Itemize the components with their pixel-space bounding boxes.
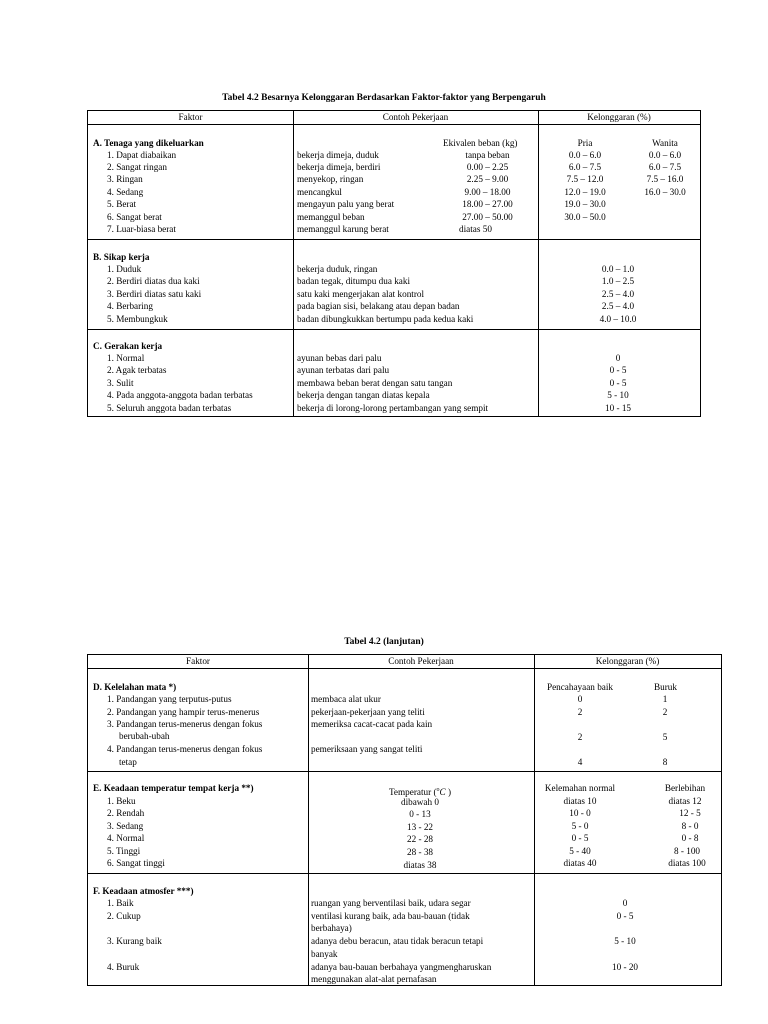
table1-header-contoh: Contoh Pekerjaan	[382, 112, 449, 122]
list-item: 2. Agak terbatas	[107, 365, 167, 375]
list-item: diatas 12	[668, 796, 702, 806]
list-item: 0.0 – 6.0	[648, 150, 682, 160]
section-d-buruk-header: Buruk	[654, 682, 677, 692]
list-item: 3. Sulit	[107, 378, 134, 388]
list-item: diatas 10	[563, 796, 597, 806]
list-item: pekerjaan-pekerjaan yang teliti	[311, 707, 425, 717]
list-item: 4	[577, 757, 583, 767]
list-item: memeriksa cacat-cacat pada kain	[311, 719, 433, 729]
list-item: 4.0 – 10.0	[599, 314, 637, 324]
list-item: 13 - 22	[406, 822, 434, 832]
list-item: ayunan terbatas dari palu	[297, 365, 390, 375]
section-d-title: D. Kelelahan mata *)	[93, 682, 177, 692]
list-item: diatas 100	[668, 858, 706, 868]
list-item: 10 - 20	[611, 962, 639, 972]
list-item: bekerja dimeja, berdiri	[297, 162, 381, 172]
list-item: ruangan yang berventilasi baik, udara segar	[311, 898, 471, 908]
list-item: 2.5 – 4.0	[601, 289, 635, 299]
list-item: 8	[662, 757, 668, 767]
list-item: 6. Sangat tinggi	[107, 858, 165, 868]
list-item: 10 - 0	[569, 808, 591, 818]
list-item: dibawah 0	[400, 797, 439, 807]
list-item: mengayun palu yang berat	[297, 199, 395, 209]
section-c-title: C. Gerakan kerja	[93, 341, 163, 351]
list-item: 22 - 28	[406, 834, 434, 844]
temp-unit: C	[439, 787, 446, 798]
list-item: 9.00 – 18.00	[464, 187, 511, 197]
temp-close: )	[445, 787, 452, 798]
list-item: 12.0 – 19.0	[564, 187, 606, 197]
list-item: diatas 50	[459, 224, 492, 234]
list-item: 2. Cukup	[107, 911, 141, 921]
list-item: 5. Tinggi	[107, 846, 141, 856]
list-item: 2. Pandangan yang hampir terus-menerus	[107, 707, 260, 717]
list-item: 5	[662, 732, 668, 742]
list-item: 0 - 13	[409, 809, 431, 819]
list-item: 0 - 5	[571, 833, 589, 843]
list-item: membaca alat ukur	[311, 694, 381, 704]
list-item: 4. Normal	[107, 833, 145, 843]
section-d-baik-header: Pencahayaan baik	[546, 682, 614, 692]
list-item: 1. Duduk	[107, 264, 142, 274]
table2-header-contoh: Contoh Pekerjaan	[388, 656, 454, 666]
table1-caption: Tabel 4.2 Besarnya Kelonggaran Berdasarkan Faktor-faktor yang Berpengaruh	[222, 93, 546, 103]
list-item: 0 - 5	[609, 378, 627, 388]
list-item: pada bagian sisi, belakang atau depan badan	[297, 301, 460, 311]
list-item: 5 - 0	[571, 821, 589, 831]
list-item: 0 - 5	[609, 365, 627, 375]
list-item: adanya debu beracun, atau tidak beracun tetapi	[311, 936, 484, 946]
list-item: bekerja dimeja, duduk	[297, 150, 379, 160]
list-item: 5. Seluruh anggota badan terbatas	[107, 403, 232, 413]
list-item: 5 - 10	[607, 390, 629, 400]
list-item: 5 - 40	[569, 846, 591, 856]
list-item: 0	[615, 353, 621, 363]
section-a-wanita-header: Wanita	[652, 138, 678, 148]
list-item: 6.0 – 7.5	[568, 162, 602, 172]
list-item: 0 - 8	[681, 833, 699, 843]
list-item: 6. Sangat berat	[107, 212, 162, 222]
list-item: bekerja di lorong-lorong pertambangan yang sempit	[297, 403, 489, 413]
list-item: tanpa beban	[465, 150, 510, 160]
list-item: ayunan bebas dari palu	[297, 353, 382, 363]
list-item: 2	[577, 732, 583, 742]
list-item: 1	[662, 694, 668, 704]
list-item: 30.0 – 50.0	[564, 212, 606, 222]
list-item: 3. Kurang baik	[107, 936, 162, 946]
table1-header-faktor: Faktor	[178, 112, 203, 122]
list-item: 1. Baik	[107, 898, 134, 908]
list-item: 10 - 15	[604, 403, 632, 413]
table2-header-faktor: Faktor	[186, 656, 210, 666]
list-item: badan dibungkukkan bertumpu pada kedua kaki	[297, 314, 474, 324]
list-item: 1. Beku	[107, 796, 136, 806]
list-item: 4. Pandangan terus-menerus dengan fokus	[107, 744, 263, 754]
list-item: 8 - 0	[681, 821, 699, 831]
list-item: 0	[577, 694, 583, 704]
list-item: 2.25 – 9.00	[466, 174, 509, 184]
list-item: mencangkul	[297, 187, 342, 197]
list-item: menyekop, ringan	[297, 174, 364, 184]
list-item: satu kaki mengerjakan alat kontrol	[297, 289, 425, 299]
list-item: menggunakan alat-alat pernafasan	[311, 974, 437, 984]
table2-caption: Tabel 4.2 (lanjutan)	[344, 637, 424, 647]
list-item: 2. Sangat ringan	[107, 162, 167, 172]
list-item: bekerja duduk, ringan	[297, 264, 378, 274]
list-item: 27.00 – 50.00	[462, 212, 513, 222]
temp-unit-sup: o	[436, 787, 440, 793]
list-item: 3. Berdiri diatas satu kaki	[107, 289, 202, 299]
section-f-title: F. Keadaan atmosfer ***)	[93, 886, 194, 896]
list-item: 4. Pada anggota-anggota badan terbatas	[107, 390, 253, 400]
list-item: membawa beban berat dengan satu tangan	[297, 378, 453, 388]
list-item: 1. Pandangan yang terputus-putus	[107, 694, 232, 704]
list-item: 12 - 5	[679, 808, 701, 818]
temp-label: Temperatur (	[388, 787, 437, 798]
list-item: 6.0 – 7.5	[648, 162, 682, 172]
list-item: 5 - 10	[614, 936, 636, 946]
list-item: 3. Sedang	[107, 821, 144, 831]
list-item: 16.0 – 30.0	[644, 187, 686, 197]
list-item: 2	[577, 707, 583, 717]
list-item: 7.5 – 12.0	[566, 174, 604, 184]
list-item: 4. Buruk	[107, 962, 140, 972]
section-e-lebih-header: Berlebihan	[664, 783, 706, 793]
list-item: 1. Dapat diabaikan	[107, 150, 177, 160]
list-item: tetap	[119, 757, 137, 767]
list-item: banyak	[311, 949, 338, 959]
list-item: 3. Ringan	[107, 174, 143, 184]
list-item: 7. Luar-biasa berat	[107, 224, 176, 234]
list-item: 0 - 5	[616, 911, 634, 921]
list-item: berbahaya)	[311, 923, 352, 933]
list-item: pemeriksaan yang sangat teliti	[311, 744, 423, 754]
list-item: 2	[662, 707, 668, 717]
list-item: 2. Rendah	[107, 808, 145, 818]
list-item: diatas 38	[403, 860, 437, 870]
list-item: 2.5 – 4.0	[601, 301, 635, 311]
list-item: bekerja dengan tangan diatas kepala	[297, 390, 430, 400]
list-item: 18.00 – 27.00	[462, 199, 513, 209]
list-item: 4. Berbaring	[107, 301, 153, 311]
table1-header-kelonggaran: Kelonggaran (%)	[587, 112, 651, 122]
list-item: 19.0 – 30.0	[564, 199, 606, 209]
list-item: 8 - 100	[673, 846, 701, 856]
section-a-pria-header: Pria	[577, 138, 593, 148]
list-item: diatas 40	[563, 858, 597, 868]
list-item: adanya bau-bauan berbahaya yangmengharuskan	[311, 962, 492, 972]
list-item: 1. Normal	[107, 353, 145, 363]
list-item: berubah-ubah	[119, 731, 170, 741]
list-item: 3. Pandangan terus-menerus dengan fokus	[107, 719, 263, 729]
list-item: badan tegak, ditumpu dua kaki	[297, 276, 411, 286]
section-e-normal-header: Kelemahan normal	[544, 783, 616, 793]
list-item: memanggul beban	[297, 212, 365, 222]
list-item: ventilasi kurang baik, ada bau-bauan (tidak	[311, 911, 470, 921]
section-e-title: E. Keadaan temperatur tempat kerja **)	[93, 783, 254, 793]
list-item: 5. Berat	[107, 199, 137, 209]
list-item: memanggul karung berat	[297, 224, 389, 234]
list-item: 7.5 – 16.0	[646, 174, 684, 184]
list-item: 4. Sedang	[107, 187, 144, 197]
section-a-title: A. Tenaga yang dikeluarkan	[93, 138, 204, 148]
list-item: 2. Berdiri diatas dua kaki	[107, 276, 200, 286]
list-item: 0.0 – 1.0	[601, 264, 635, 274]
table2-header-kelonggaran: Kelonggaran (%)	[595, 656, 660, 666]
list-item: 0.00 – 2.25	[466, 162, 509, 172]
list-item: 28 - 38	[406, 847, 434, 857]
list-item: 5. Membungkuk	[107, 314, 168, 324]
list-item: 0	[622, 898, 628, 908]
list-item: 1.0 – 2.5	[601, 276, 635, 286]
section-a-load-header: Ekivalen beban (kg)	[443, 138, 518, 148]
section-b-title: B. Sikap kerja	[93, 252, 150, 262]
list-item: 0.0 – 6.0	[568, 150, 602, 160]
